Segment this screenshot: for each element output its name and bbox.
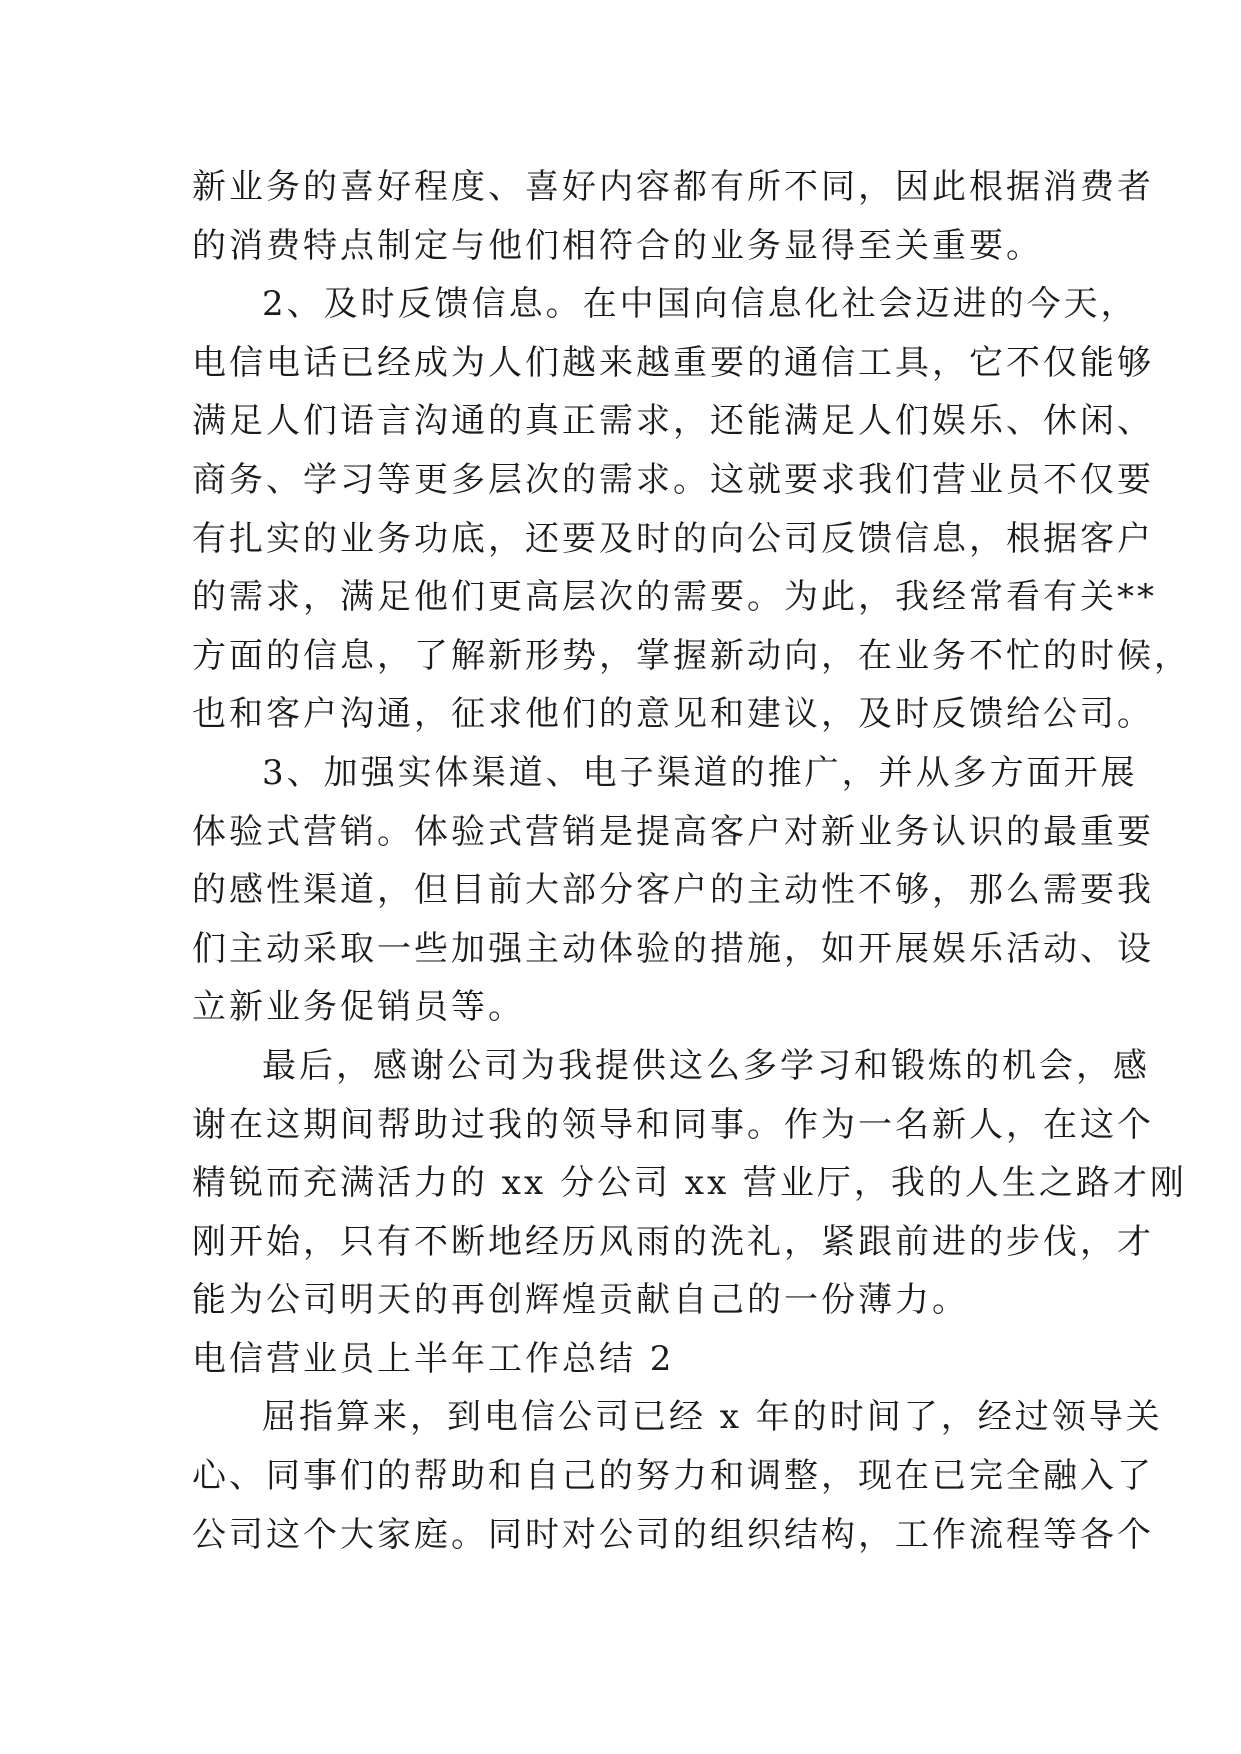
text-line: 立新业务促销员等。 <box>192 987 525 1028</box>
text-line: 能为公司明天的再创辉煌贡献自己的一份薄力。 <box>192 1280 969 1321</box>
text-line: 的消费特点制定与他们相符合的业务显得至关重要。 <box>192 225 1043 266</box>
text-line: 谢在这期间帮助过我的领导和同事。作为一名新人，在这个 <box>192 1104 1154 1145</box>
text-line: 2、及时反馈信息。在中国向信息化社会迈进的今天， <box>262 284 1138 325</box>
text-line: 精锐而充满活力的 xx 分公司 xx 营业厅，我的人生之路才刚 <box>192 1163 1187 1204</box>
text-line: 满足人们语言沟通的真正需求，还能满足人们娱乐、休闲、 <box>192 401 1154 442</box>
text-line: 电信电话已经成为人们越来越重要的通信工具，它不仅能够 <box>192 342 1154 383</box>
text-line: 有扎实的业务功底，还要及时的向公司反馈信息，根据客户 <box>192 518 1154 559</box>
text-line: 也和客户沟通，征求他们的意见和建议，及时反馈给公司。 <box>192 694 1154 735</box>
text-line: 的需求，满足他们更高层次的需要。为此，我经常看有关** <box>192 577 1157 618</box>
document-body <box>192 158 1191 1564</box>
text-line: 商务、学习等更多层次的需求。这就要求我们营业员不仅要 <box>192 459 1154 500</box>
text-line: 的感性渠道，但目前大部分客户的主动性不够，那么需要我 <box>192 870 1154 911</box>
text-line: 体验式营销。体验式营销是提高客户对新业务认识的最重要 <box>192 811 1154 852</box>
text-line: 3、加强实体渠道、电子渠道的推广，并从多方面开展 <box>262 752 1138 793</box>
text-line: 新业务的喜好程度、喜好内容都有所不同，因此根据消费者 <box>192 167 1154 207</box>
text-line: 心、同事们的帮助和自己的努力和调整，现在已完全融入了 <box>192 1456 1154 1497</box>
text-line: 方面的信息，了解新形势，掌握新动向，在业务不忙的时候， <box>192 635 1191 676</box>
text-line: 公司这个大家庭。同时对公司的组织结构，工作流程等各个 <box>192 1514 1154 1555</box>
text-line: 最后，感谢公司为我提供这么多学习和锻炼的机会，感 <box>262 1045 1150 1086</box>
text-line: 刚开始，只有不断地经历风雨的洗礼，紧跟前进的步伐，才 <box>192 1221 1154 1262</box>
text-line: 屈指算来，到电信公司已经 x 年的时间了，经过领导关 <box>262 1397 1163 1438</box>
section-heading: 电信营业员上半年工作总结 2 <box>192 1338 675 1379</box>
text-line: 们主动采取一些加强主动体验的措施，如开展娱乐活动、设 <box>192 928 1154 969</box>
